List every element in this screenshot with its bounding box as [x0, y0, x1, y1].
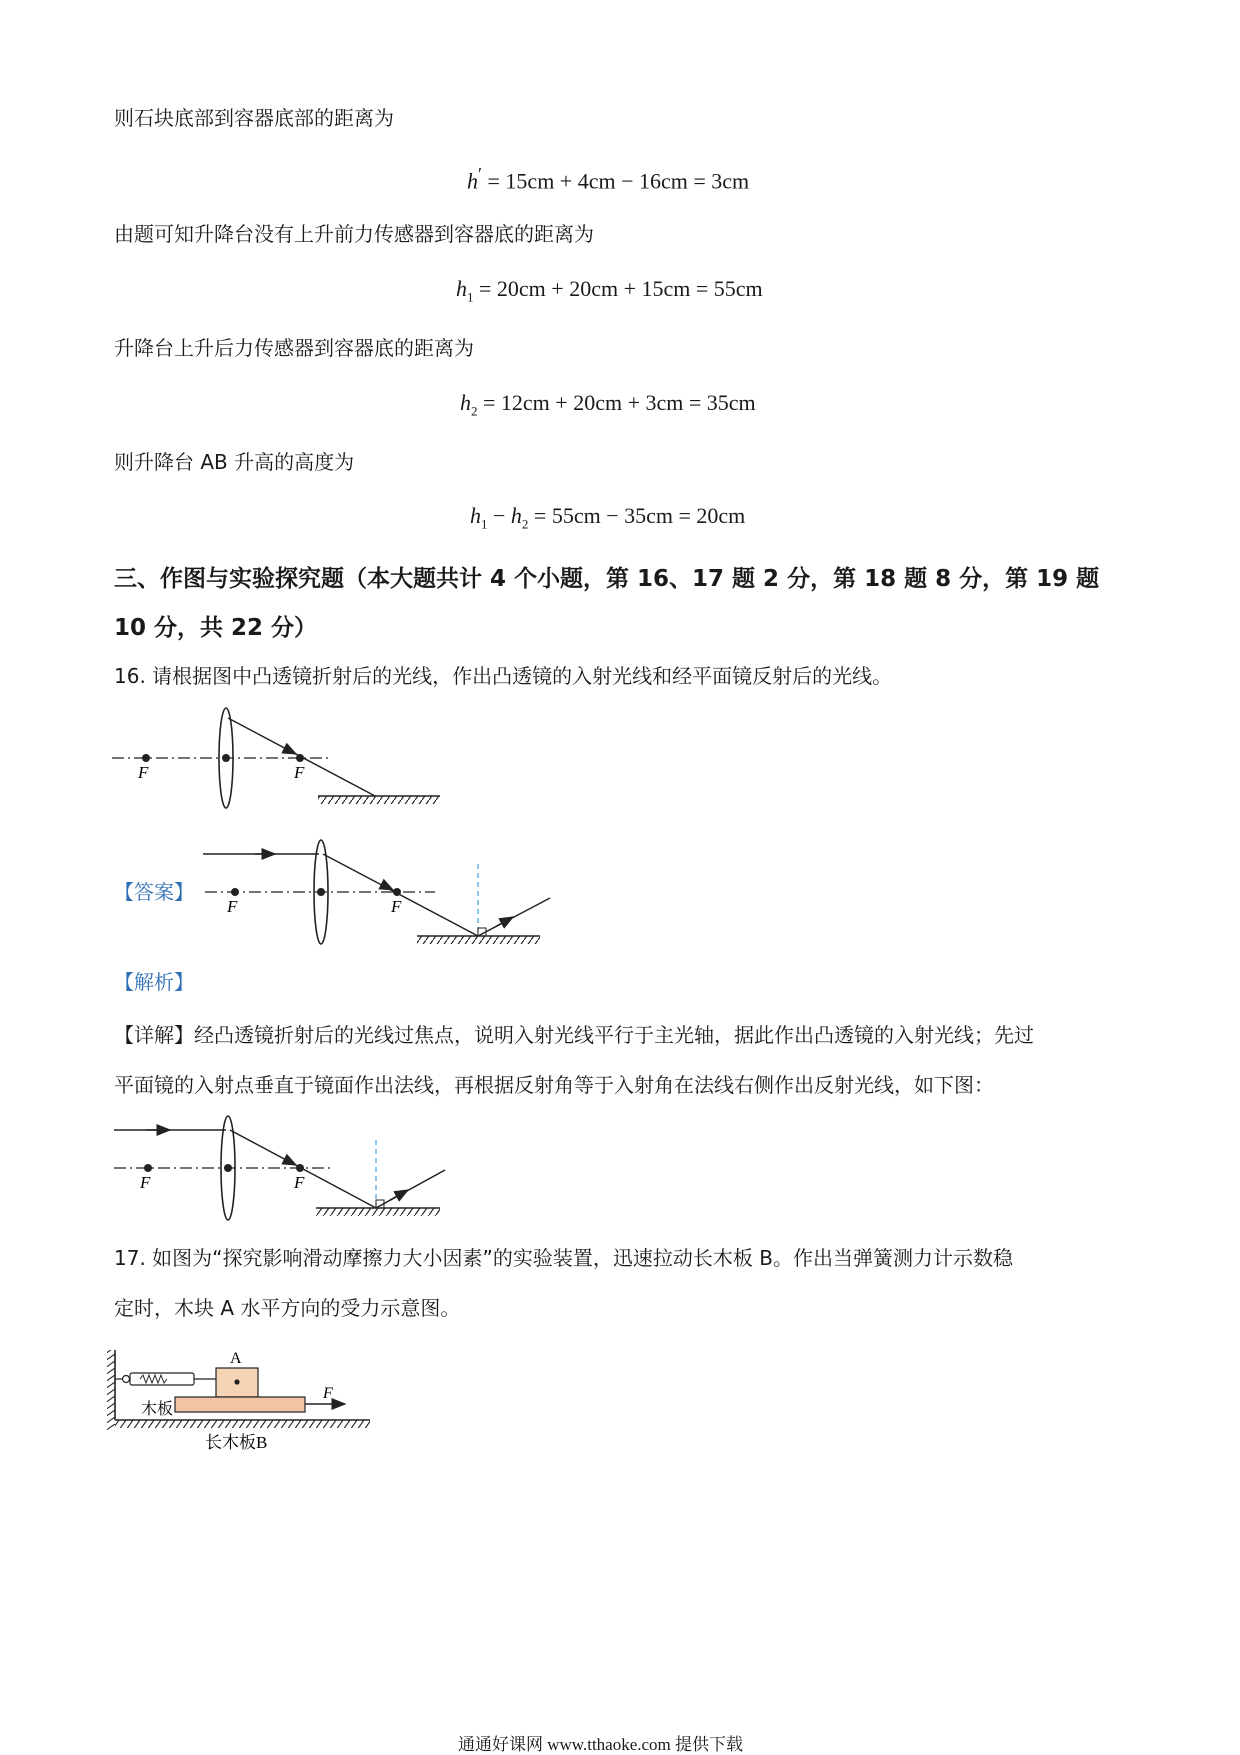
focus-left-label: F: [227, 897, 238, 916]
q16-detail-diagram: [100, 1115, 470, 1235]
refracted-arrow: [381, 884, 393, 890]
mirror-hatch: [316, 1208, 440, 1216]
eq4-var2: h: [510, 503, 522, 528]
eq4-var1: h: [470, 503, 481, 528]
focus-left-dot: [231, 888, 239, 896]
analysis-tag: 【解析】: [114, 970, 194, 994]
equation-4: [470, 503, 745, 532]
focus-left-dot: [144, 1164, 152, 1172]
floor-hatch: [115, 1420, 370, 1428]
text-line-2: 由题可知升降台没有上升前力传感器到容器底的距离为: [114, 222, 594, 246]
equation-1: [467, 164, 749, 194]
q16-answer-diagram: [195, 830, 575, 970]
lens-center-dot: [317, 888, 325, 896]
focus-right-label: F: [391, 897, 402, 916]
force-f-label: F: [323, 1385, 333, 1402]
lens-center-dot: [224, 1164, 232, 1172]
eq4-minus: −: [487, 503, 511, 528]
ray-arrow: [284, 748, 296, 754]
q16-problem-diagram: [100, 700, 460, 830]
refracted-ray: [323, 854, 478, 936]
q16-text: 16. 请根据图中凸透镜折射后的光线，作出凸透镜的入射光线和经平面镜反射后的光线。: [114, 664, 893, 688]
section-heading-line-1: 三、作图与实验探究题（本大题共计 4 个小题，第 16、17 题 2 分，第 18 题 8 分，第 19 题: [114, 566, 1100, 592]
refracted-arrow: [284, 1159, 296, 1165]
answer-tag: 【答案】: [114, 880, 194, 904]
eq4-sub2: 2: [521, 516, 529, 532]
eq3-var: h: [460, 390, 471, 415]
reflected-arrow: [390, 1190, 408, 1200]
text-line-3: 升降台上升后力传感器到容器底的距离为: [114, 336, 474, 360]
detail-line-2: 平面镜的入射点垂直于镜面作出法线，再根据反射角等于入射角在法线右侧作出反射光线，如下图：: [114, 1073, 994, 1097]
text-line-4: 则升降台 AB 升高的高度为: [114, 450, 355, 474]
section-heading-line-2: 10 分，共 22 分）: [114, 615, 318, 641]
reflected-arrow: [495, 917, 513, 927]
text-line-1: 则石块底部到容器底部的距离为: [114, 106, 394, 130]
mirror-hatch: [417, 936, 540, 944]
focus-left-label: F: [140, 1173, 151, 1192]
focus-right-label: F: [294, 763, 305, 782]
q17-friction-diagram: [105, 1340, 395, 1455]
eq2-rhs: = 20cm + 20cm + 15cm = 55cm: [473, 276, 763, 301]
eq1-rhs: = 15cm + 4cm − 16cm = 3cm: [482, 168, 750, 194]
refracted-ray: [230, 1130, 376, 1208]
eq3-rhs: = 12cm + 20cm + 3cm = 35cm: [477, 390, 756, 415]
focus-left-dot: [142, 754, 150, 762]
reflected-ray: [478, 898, 550, 936]
scale-ring: [123, 1376, 130, 1383]
long-board-b: [175, 1397, 305, 1412]
eq3-sub: 2: [471, 403, 478, 419]
focus-left-label: F: [138, 763, 149, 782]
board-b-label: 长木板B: [205, 1433, 268, 1452]
lens-center-dot: [222, 754, 230, 762]
eq4-sub1: 1: [481, 516, 488, 532]
wall-hatch: [107, 1350, 115, 1430]
eq2-sub: 1: [467, 289, 474, 305]
refracted-ray: [228, 718, 375, 796]
equation-3: [460, 390, 756, 419]
eq2-var: h: [456, 276, 467, 301]
eq1-prime: ′: [478, 164, 483, 184]
reflected-ray: [376, 1170, 445, 1208]
equation-2: [456, 276, 763, 305]
block-a-label: A: [230, 1350, 242, 1367]
page-footer: 通通好课网 www.tthaoke.com 提供下载: [458, 1735, 744, 1754]
q17-text-line-1: 17. 如图为“探究影响滑动摩擦力大小因素”的实验装置，迅速拉动长木板 B。作出当弹簧测力计示数稳: [114, 1246, 1013, 1270]
mirror-hatch: [318, 796, 440, 804]
focus-right-label: F: [294, 1173, 305, 1192]
muban-label: 木板: [141, 1401, 174, 1418]
eq1-var: h: [467, 168, 478, 194]
detail-line-1: 【详解】经凸透镜折射后的光线过焦点，说明入射光线平行于主光轴，据此作出凸透镜的入射光线；先过: [114, 1023, 1034, 1047]
eq4-rhs: = 55cm − 35cm = 20cm: [528, 503, 746, 528]
q17-text-line-2: 定时，木块 A 水平方向的受力示意图。: [114, 1296, 461, 1320]
block-a-center-dot: [234, 1379, 239, 1384]
